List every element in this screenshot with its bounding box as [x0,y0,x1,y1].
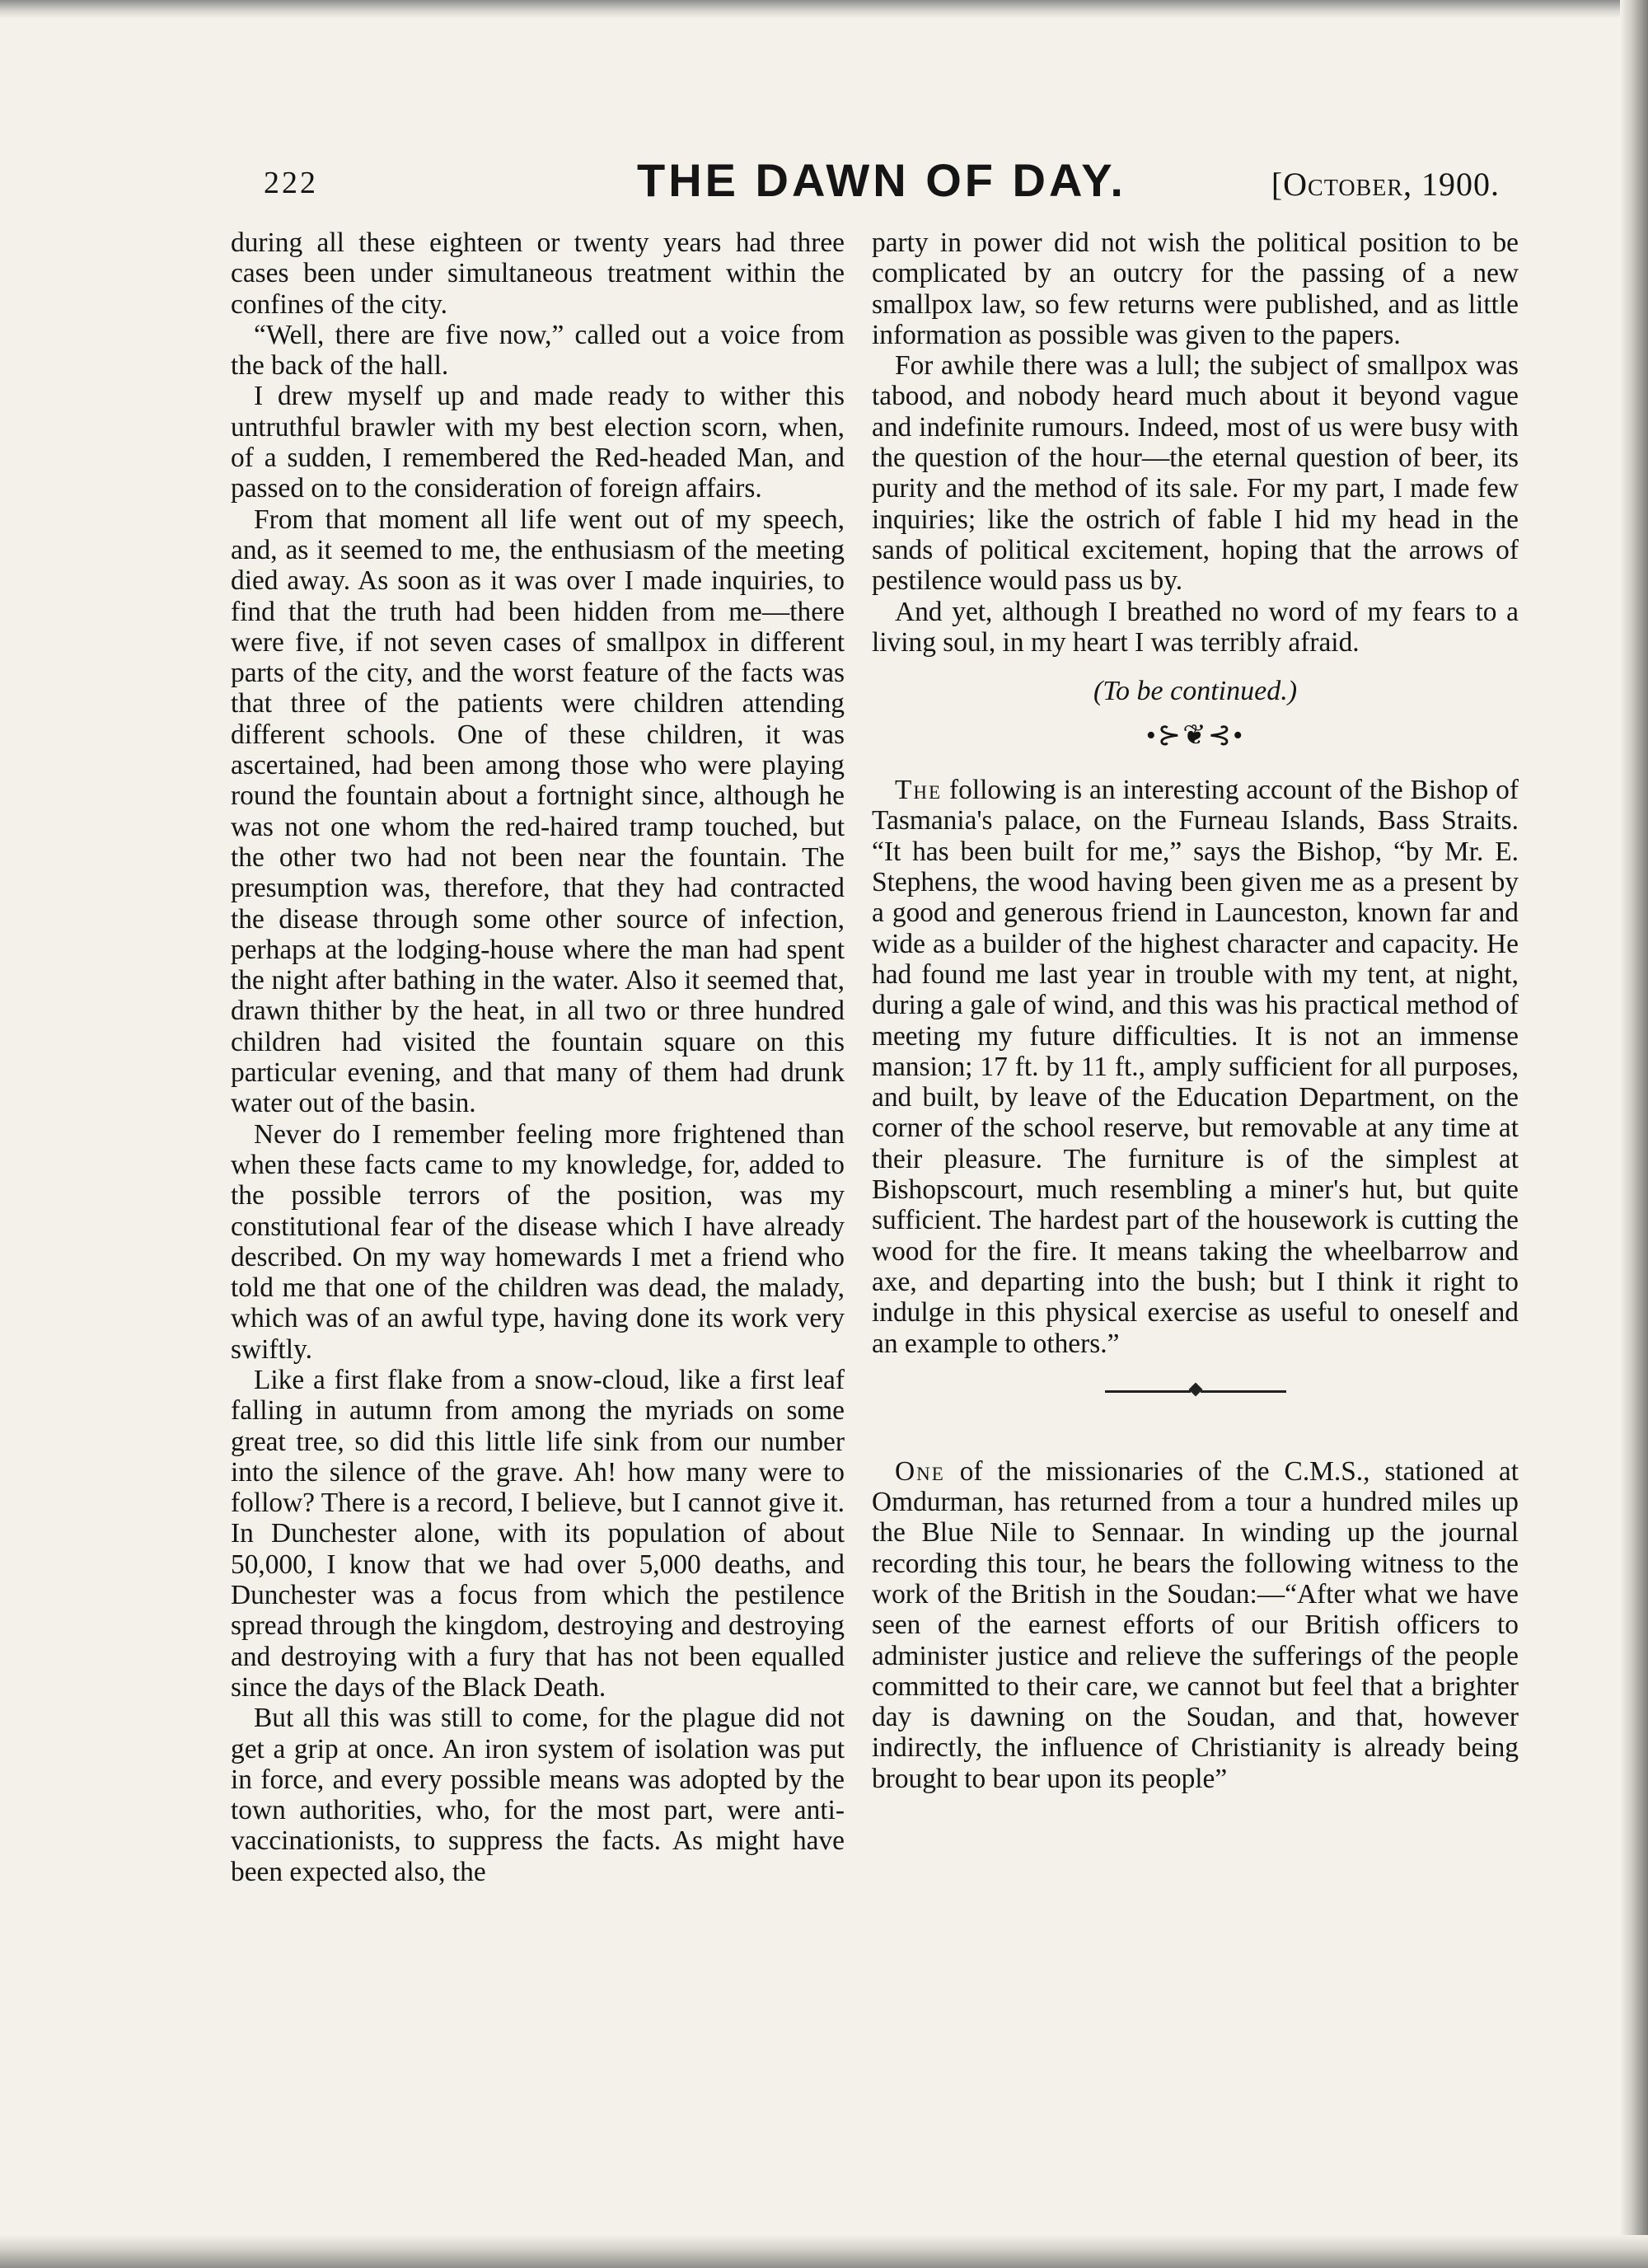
paragraph: during all these eighteen or twenty years had three cases been under simultaneous treatment within the confines of the city. [231,227,845,320]
to-be-continued-note: (To be continued.) [1093,676,1298,707]
lead-word: The [895,775,943,806]
paragraph: From that moment all life went out of my speech, and, as it seemed to me, the enthusiasm of the meeting died away. As soon as it was over I made inquiries, to find that the truth had been hidden from me—there were five, if not seven cases of smallpox in different parts of the city, and the worst feature of the facts was that three of the patients were children attending different schools. One of these children, it was ascertained, had been among those who were playing round the fountain about a fortnight since, although he was not one whom the red-haired tramp touched, but the other two had not been near the fountain. The presumption was, therefore, that they had contracted the disease through some other source of infection, perhaps at the lodging-house where the man had spent the night after bathing in the water. Also it seemed that, drawn thither by the heat, in all two or three hundred children had visited the fountain square on this particular evening, and that many of them had drunk water out of the basin. [231,504,845,1119]
page-header [264,153,1500,211]
paragraph: For awhile there was a lull; the subject of smallpox was tabood, and nobody heard much about it beyond vague and indefinite rumours. Indeed, most of us were busy with the question of the hour—the eternal question of beer, its purity and the method of its sale. For my part, I made few inquiries; like the ostrich of fable I hid my head in the sands of political excitement, hoping that the arrows of pestilence would pass us by. [872,350,1519,597]
right-column [872,227,1519,1794]
paragraph: Never do I remember feeling more frightened than when these facts came to my knowledge, for, added to the possible terrors of the position, was my constitutional fear of the disease which I have already described. On my way homewards I met a friend who told me that one of the children was dead, the malady, which was of an awful type, having done its work very swiftly. [231,1118,845,1365]
lead-word: One [895,1455,945,1487]
cms-article [872,1456,1519,1794]
running-title: THE DAWN OF DAY. [637,154,1126,206]
paragraph: I drew myself up and made ready to wither this untruthful brawler with my best election scorn, when, of a sudden, I remembered the Red-headed Man, and passed on to the consideration of foreign affairs. [231,381,845,504]
paragraph: And yet, although I breathed no word of my fears to a living soul, in my heart I was terribly afraid. [872,596,1519,658]
paragraph: Like a first flake from a snow-cloud, like a first leaf falling in autumn from among the myriads on some great tree, so did this little life sink from our number into the silence of the grave. Ah! how many were to follow? There is a record, I believe, but I cannot give it. In Dunchester alone, with its population of about 50,000, I know that we had over 5,000 deaths, and Dunchester was a focus from which the pestilence spread through the kingdom, destroying and destroying and destroying with a fury that has not been equalled since the days of the Black Death. [231,1364,845,1703]
bishop-article [872,775,1519,1359]
section-ornament: •⊱❦⊰• [1145,720,1245,752]
page-number: 222 [264,166,318,200]
paragraph: party in power did not wish the political position to be complicated by an outcry for the passing of a new smallpox law, so few returns were published, and as little information as possible was given to the papers. [872,227,1519,350]
article-text: following is an interesting account of the Bishop of Tasmania's palace, on the Furneau Islands, Bass Straits. “It has been built for me,” says the Bishop, “by Mr. E. Stephens, the wood having been given me as a present by a good and generous friend in Launceston, known far and wide as a builder of the highest character and capacity. He had found me last year in trouble with my tent, at night, during a gale of wind, and this was his practical method of meeting my future difficulties. It is not an immense mansion; 17 ft. by 11 ft., amply sufficient for all purposes, and built, by leave of the Education Department, on the corner of the school reserve, but removable at any time at their pleasure. The furniture is of the simplest at Bishopscourt, much resembling a miner's hut, but quite sufficient. The hardest part of the housework is cutting the wood for the fire. It means taking the wheelbarrow and axe, and departing into the bush; but I think it right to indulge in this physical exercise as useful to oneself and an example to others.” [872,775,1519,1359]
section-divider [872,1384,1519,1408]
issue-date: [October, 1900. [1271,166,1500,203]
paragraph: But all this was still to come, for the plague did not get a grip at once. An iron system of isolation was put in force, and every possible means was adopted by the town authorities, who, for the most part, were anti-vaccinationists, to suppress the facts. As might have been expected also, the [231,1703,845,1887]
scan-edge-bottom [0,2235,1648,2268]
paragraph: “Well, there are five now,” called out a voice from the back of the hall. [231,319,845,382]
scan-edge-top [0,0,1648,18]
left-column [231,227,845,1887]
scan-edge-right [1620,0,1648,2268]
article-text: of the missionaries of the C.M.S., stationed at Omdurman, has returned from a tour a hundred miles up the Blue Nile to Sennaar. In winding up the journal recording this tour, he bears the following witness to the work of the British in the Soudan:—“After what we have seen of the earnest efforts of our British officers to administer justice and relieve the sufferings of the people committed to their care, we cannot but feel that a brighter day is dawning on the Soudan, and that, however indirectly, the influence of Christianity is already being brought to bear upon its people” [872,1455,1519,1794]
